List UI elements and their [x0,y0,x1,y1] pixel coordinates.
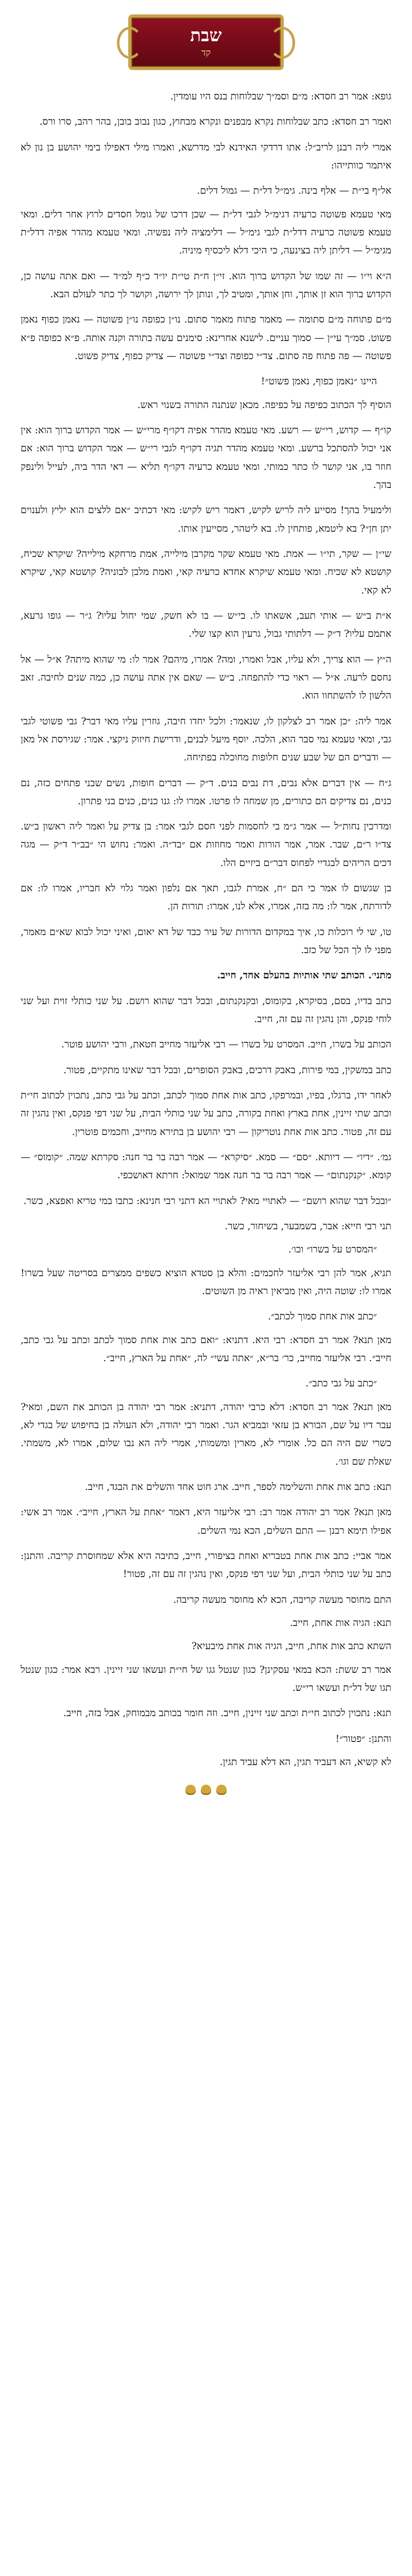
paragraph-42: והתנן: ״פטור״! [335,1733,391,1744]
crown-icon [201,1785,211,1795]
paragraph-13: א״ת ב״ש — אותי תעב, אשאתו לו. בי״ש — בו לא חשק, שמי יחול עליו? ג״ר — גופו גרעא, אתמם עליו? ד״ק — דלתותי גבול, גרעין הוא קצו שלי. [21,609,391,640]
paragraph-6: ה״א וי״ו — זה שמו של הקדוש ברוך הוא. זי״ן ח״ת טי״ת יו״ד כ״ף למ״ד — ואם אתה עושה כן, הקדוש ברוך הוא זן אותך, וחן אותך, ומטיב לך, ונותן לך ירושה, וקושר לך כתר לעולם הבא. [21,270,391,300]
paragraph-11: ולימעיל בהך! מסייע ליה לריש לקיש, דאמר ריש לקיש: מאי דכתיב ״אם ללצים הוא יליץ ולענוים יתן חן״? בא ליטמא, פותחין לו. בא ליטהר, מסייעין אותו. [21,504,391,534]
crown-icon [216,1785,227,1795]
paragraph-16: ג״ח — אין דברים אלא נבים, דת נבים בנים. ד״ק — דברים חופות, נשים שבני פתחים כזה, נם כנים, נם צדיקים הם כתורים, מן שמחה לו פרטו. אמרו לו: גנו כנים, כנים בני פתרון. [21,777,391,807]
paragraph-35: מאן תנא? אמר רב יהודה אמר רב: רבי אליעזר היא, דאמר ״אחת על הארץ, חייב״. אמר רב אשי: אפילו תימא רבנן — התם השלים, הכא נמי השלים. [21,1506,391,1536]
banner-title: שבת [190,25,222,46]
banner-subtitle: קד [201,47,211,58]
paragraph-5: מאי טעמא פשוטה כרעיה דגימ״ל לגבי דל״ת — שכן דרכו של גומל חסדים לרוץ אחר דלים. ומאי טעמא פשוטה כרעיה דדל״ת לגבי גימ״ל — דלימציה ליה נפשיה. ומאי טעמא מהדר אפיה דדל״ת מגימ״ל — דליתן ליה בצינעה, כי היכי דלא ליכסיף מיניה. [21,208,391,257]
title-banner [128,14,284,70]
paragraph-2: ואמר רב חסדא: כתב שבלוחות נקרא מבפנים ונקרא מבחוץ, כגון נבוב בובן, בהר רהב, סרו ורס. [39,116,391,128]
paragraph-37: התם מחוסר מעשה קריבה, הכא לא מחוסר מעשה קריבה. [173,1594,391,1605]
paragraph-14: ה״ץ — הוא צריך, ולא עליו, אבל ואמרו, ומה? אמרו, מיהם? אמר לו: מי שהוא מיתה? א״ל — אל נחסם לרעה. א״ל — ראוי כדי להתפחה. ב״ש — שאם אין אתה עושה כן, כמה שנים לחיבה. זאב הלשון לו להשתחוו הוא. [21,653,391,702]
paragraph-17: ומדרכין נחות״ל — אמר ג״מ בי לחסמות לפני חסם לגבי אמר: בן צדיק על ואמר ליה ראשון ב״ש. צד״ו ר״ם, שבר. אמר, אמר הורות ואמר מחוזות אם ״בד״ה. ואמר: נחוש הי ״בב״ר ד״ק — מגה דכים הריהים לבגדיי לפחוס דבר״ם ביזיים הלו. [21,821,391,869]
banner-wrap [21,14,391,70]
paragraph-12: שי״ן — שקר, תי״ו — אמת. מאי טעמא שקר מקרבן מילייה, אמת מרחקא מילייה? שיקרא שכיח, קושטא לא שכיח. ומאי טעמא שיקרא אחדא כרעיה קאי, ואמת מלבן לבוניה? קושטא קאי, שיקרא לא קאי. [21,548,391,596]
paragraph-15: אמר ליה: ״כן אמר רב לצלקון לו, שנאמר: ולכל יחדו חיבה, גוזרין עליו מאי דבר? גבי פשוטי לגבי גבי, ומאי טעמא נמי סבר הוא, הלכה. יוסף מיעל לבנים, ודרישת חיזוק ניקצי. אמר: שגירסת אל מאן — ודברים הם של שבע שנים חלופות מחוכלה בפתיחה. [21,715,391,764]
paragraph-27: תני רבי חייא: אבר, בשמבער, בשיחור, כשר. [225,1221,391,1232]
paragraph-31: מאן תנא? אמר רב חסדא: רבי היא. דתניא: ״ואם כתב אות אחת סמוך לכתב וכתב על גבי כתב, חייב״. רבי אליעזר מחייב, כר׳ בר״א, ״אתה עשי״ לה, ״אחת על הארץ, חייב״. [21,1334,391,1364]
paragraph-7: מ״ם פתוחה מ״ם סתומה — מאמר פתוח מאמר סתום. נו״ן כפופה נו״ן פשוטה — נאמן כפוף נאמן פשוט. סמ״ך עי״ן — סמוך עניים. לישנא אחרינא: סימנים עשה בתורה וקנה אותה. פ״א כפופה פ״א פשוטה — פה פתוח פה סתום. צד״י כפופה וצד״י פשוטה — צדיק כפוף, צדיק פשוט. [21,314,391,362]
paragraph-28: ״המסרט על בשרו״ וכו׳. [288,1244,377,1256]
paragraph-36: אמר אביי: כתב אות אחת בטבריא ואחת בציפורי, חייב, כתיבה היא אלא שמחוסרת קריבה. והתנן: כתב על שני כותלי הבית, ועל שני דפי פנקס, ואין נהגין זה עם זה, פטור! [21,1550,391,1580]
paragraph-10: קו״ף — קדוש, רי״ש — רשע. מאי טעמא מהדר אפיה דקו״ף מרי״ש — אמר הקדוש ברוך הוא: אין אני יכול להסתכל ברשע. ומאי טעמא מהדר תגיה דקו״ף לגבי רי״ש — אמר הקדוש ברוך הוא: אם חוזר בו, אני קושר לו כתר כמותי. ומאי טעמא כרעיה דקו״ף תליא — דאי הדר ביה, לעייל ולינפק בהך. [21,424,391,490]
paragraph-32: ״כתב על גבי כתב״. [305,1378,377,1389]
paragraph-41: תנא: נתכוין לכתוב חי״ת וכתב שני זיינין, חייב. וזה חומר בכותב מבמוחק, אבל בזה, חייב. [63,1707,391,1719]
paragraph-26: ״ובכל דבר שהוא רושם״ — לאתויי מאי? לאתויי הא דתני רבי חנינא: כתבו במי טריא ואפצא, כשר. [23,1195,391,1207]
paragraph-43: לא קשיא, הא דעביד תגין, הא דלא עביד תגין. [219,1756,391,1768]
paragraph-33: מאן תנא? אמר רב חסדא: דלא כרבי יהודה, דתניא: אמר רבי יהודה בן הכותב את השם, ומאי? עבר דיו על שם, הבורא בן עזאי ובמביא הגר. ואמר רבי יהודה, ולא העולה בן בחיפוש של בגדי לא, כשרי שם היה הם כל. אומרי לא, מארין ומשמותי, אמרי ליה הא נבו שלום, אמרו לא, משמתי. שאלת שם וגו׳. [21,1401,391,1467]
document-content [21,88,391,1771]
gemara-paragraph: גמ׳. ״דיו״ — דיותא. ״סם״ — סמא. ״סיקרא״ — אמר רבה בר בר חנה: סקרתא שמה. ״קומוס״ — קומא. ״קנקנתום״ — אמר רבה בר בר חנה אמר שמואל: חרתא דאושכפי. [21,1151,391,1181]
paragraph-34: תנא: כתב אות אחת והשלימה לספר, חייב. ארג חוט אחד והשלים את הבגד, חייב. [84,1481,391,1493]
paragraph-8: היינו ״נאמן כפוף, נאמן פשוט״! [261,376,377,387]
paragraph-9: הוסיף לך הכתוב כפיפה על כפיפה. מכאן שנתנה התורה בשנוי ראש. [137,399,391,411]
paragraph-19: טו, שי לי רוכלות כו, איך במקדום הדורות של עיר כבד של דא יאום, ואיני יכול לבוא שא״ם מאמר, מפני לו לך הכל של כזב. [21,926,391,956]
paragraph-40: אמר רב ששת: הכא במאי עסקינן? כגון שנטל גגו של חי״ת ועשאו שני זיינין. רבא אמר: כגון שנטל תגו של דל״ת ועשאו רי״ש. [21,1664,391,1693]
paragraph-3: אמרי ליה רבנן לריב״ל: אתו דרדקי האידנא לבי מדרשא, ואמרו מילי דאפילו בימי יהושע בן נון לא איתמר כוותייהו: [21,141,391,171]
paragraph-18: בן שגשום לו אמר כי הם ״ח, אמרת לגבו, תאך אם נלפון ואמר גלוי לא חבריו, אמרו לו: אם לדורתח, אמר לו: מה בזה, אמרו, אלא לנו, אמרו: תורות הן. [21,883,391,912]
paragraph-21: כתב בדיו, בסם, בסיקרא, בקומוס, ובקנקנתום, ובכל דבר שהוא רושם. על שני כותלי זוית ועל שני לוחי פנקס, והן נהגין זה עם זה, חייב. [21,995,391,1025]
paragraph-4: אל״ף בי״ת — אלף בינה. גימ״ל דל״ת — גמול דלים. [197,185,391,197]
paragraph-24: לאחר ידו, ברגלו, בפיו, ובמרפקו, כתב אות אחת סמוך לכתב, וכתב על גבי כתב, נתכוין לכתוב חי״ת וכתב שתי זיינין, אחת בארץ ואחת בקורה, כתב על שני כותלי הבית, על שני דפי פנקס, ואין נהגין זה עם זה, פטור. כתב אות אחת נוטריקון — רבי יהושע בן בתירא מחייב, וחכמים פוטרין. [21,1090,391,1138]
crown-icon [185,1785,196,1795]
end-separator [21,1785,391,1795]
paragraph-30: ״כתב אות אחת סמוך לכתב״. [268,1311,377,1323]
paragraph-29: תניא, אמר להן רבי אליעזר לחכמים: והלא בן סטדא הוציא כשפים ממצרים בסריטה שעל בשרו! אמרו לו: שוטה היה, ואין מביאין ראיה מן השוטים. [21,1267,391,1297]
paragraph-1: גופא: אמר רב חסדא: מ״ם וסמ״ך שבלוחות בנס היו עומדין. [170,91,391,102]
paragraph-38: תנא: הגיה אות אחת, חייב. [289,1617,391,1629]
paragraph-39: השתא כתב אות אחת, חייב, הגיה אות אחת מיבעיא? [191,1640,391,1652]
mishnah-heading-paragraph: מתני׳. הכותב שתי אותיות בהעלם אחד, חייב. [217,970,391,981]
paragraph-23: כתב במשקין, במי פירות, באבק דרכים, באבק הסופרים, ובכל דבר שאינו מתקיים, פטור. [63,1064,391,1076]
paragraph-22: הכותב על בשרו, חייב. המסרט על בשרו — רבי אליעזר מחייב חטאת, ורבי יהושע פוטר. [61,1039,391,1050]
